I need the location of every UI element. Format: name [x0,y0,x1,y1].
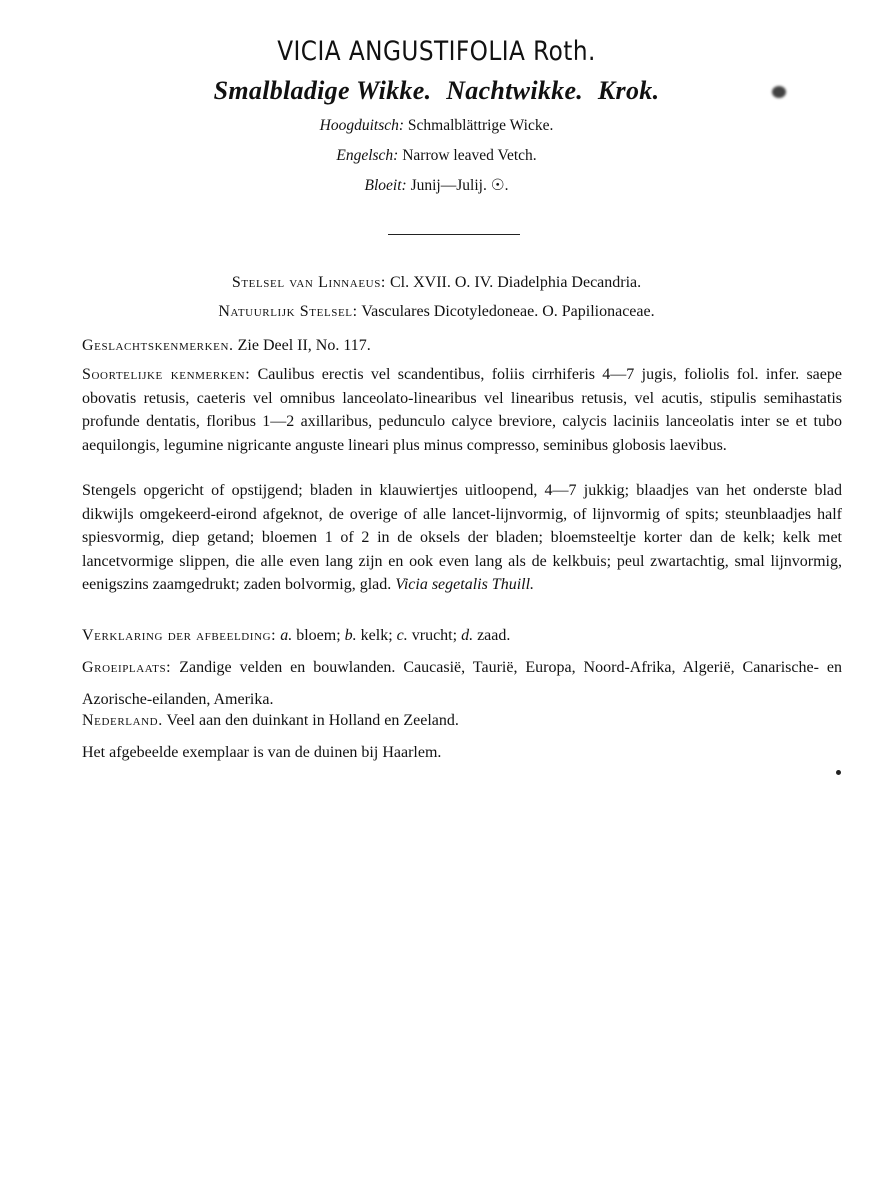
legend-text-a: bloem; [296,627,341,644]
genus-characters-label: Geslachtskenmerken. [82,337,234,354]
dutch-description-text: Stengels opgericht of opstijgend; bladen in klauwiertjes uitloopend, 4—7 jukkig; blaadjes van het onderste blad dikwijls omgekeerd-eirond afgeknot, de overige of alle lancet-lijnvormig, of lijnvormig of spits; steunblaadjes half spiesvormig, diep getand; bloemen 1 of 2 in de oksels der bladen; bloemsteeltje korter dan de kelk; kelk met lancetvormige slippen, die alle even lang zijn en ook even lang als de kelkbuis; peul zwartachtig, smal lijnvormig, eenigszins zaamgedrukt; zaden bolvormig, glad. [82,482,842,593]
genus-characters [82,334,842,358]
ink-spot [772,86,786,98]
species-characters-label: Soortelijke kenmerken: [82,366,251,383]
section-divider [388,234,520,235]
specimen-note: Het afgebeelde exemplaar is van de duinen bij Haarlem. [82,744,442,761]
figure-legend-label: Verklaring der afbeelding: [82,627,277,644]
common-name-1: Smalbladige Wikke. [213,76,432,105]
legend-text-b: kelk; [360,627,393,644]
species-title: VICIA ANGUSTIFOLIA Roth. [277,36,596,67]
legend-key-a: a. [280,627,293,644]
linnaeus-label: Stelsel van Linnaeus: [231,274,386,291]
legend-text-c: vrucht; [411,627,458,644]
dutch-description [82,479,842,597]
english-name-line [0,147,873,165]
habitat [82,652,842,716]
common-names [0,76,873,106]
flowering-label: Bloeit: [364,177,407,194]
linnaeus-system-line [0,274,873,292]
common-name-3: Krok. [597,76,660,105]
netherlands-text: Veel aan den duinkant in Holland en Zeeland. [166,712,459,729]
genus-characters-value: Zie Deel II, No. 117. [237,337,371,354]
natural-system-label: Natuurlijk Stelsel: [218,303,358,320]
ink-speck [836,770,841,775]
species-characters [82,363,842,457]
netherlands-distribution [82,709,842,733]
netherlands-label: Nederland. [82,712,163,729]
species-characters-text: Caulibus erectis vel scandentibus, foliis cirrhiferis 4—7 jugis, foliolis fol. infer. saepe obovatis retusis, caeteris vel omnibus lanceolato-linearibus vel linearibus retusis, vel acutis, stipulis semihastatis profunde dentatis, floribus 1—2 axillaribus, pedunculo calyce breviore, calycis laciniis lanceolatis inter se et tubo aequilongis, legumine nigricante anguste lineari plus minus compresso, seminibus globosis laevibus. [82,366,842,454]
natural-system-line [0,303,873,321]
german-name: Schmalblättrige Wicke. [407,117,554,134]
common-name-2: Nachtwikke. [446,76,584,105]
legend-key-c: c. [396,627,408,644]
synonym: Vicia segetalis Thuill. [395,576,535,593]
flowering-line [0,176,873,195]
legend-key-d: d. [461,627,474,644]
habitat-label: Groeiplaats: [82,659,172,676]
german-label: Hoogduitsch: [319,117,405,134]
natural-system-value: Vasculares Dicotyledoneae. O. Papilionaceae. [361,303,655,320]
figure-legend [82,624,842,648]
legend-text-d: zaad. [477,627,511,644]
english-name: Narrow leaved Vetch. [402,147,537,164]
english-label: Engelsch: [336,147,399,164]
habitat-text: Zandige velden en bouwlanden. Caucasië, Taurië, Europa, Noord-Afrika, Algerië, Canarische- en Azorische-eilanden, Amerika. [82,659,843,708]
legend-key-b: b. [344,627,357,644]
linnaeus-value: Cl. XVII. O. IV. Diadelphia Decandria. [389,274,642,291]
flowering-period: Junij—Julij. ☉. [410,177,509,194]
german-name-line [0,117,873,135]
